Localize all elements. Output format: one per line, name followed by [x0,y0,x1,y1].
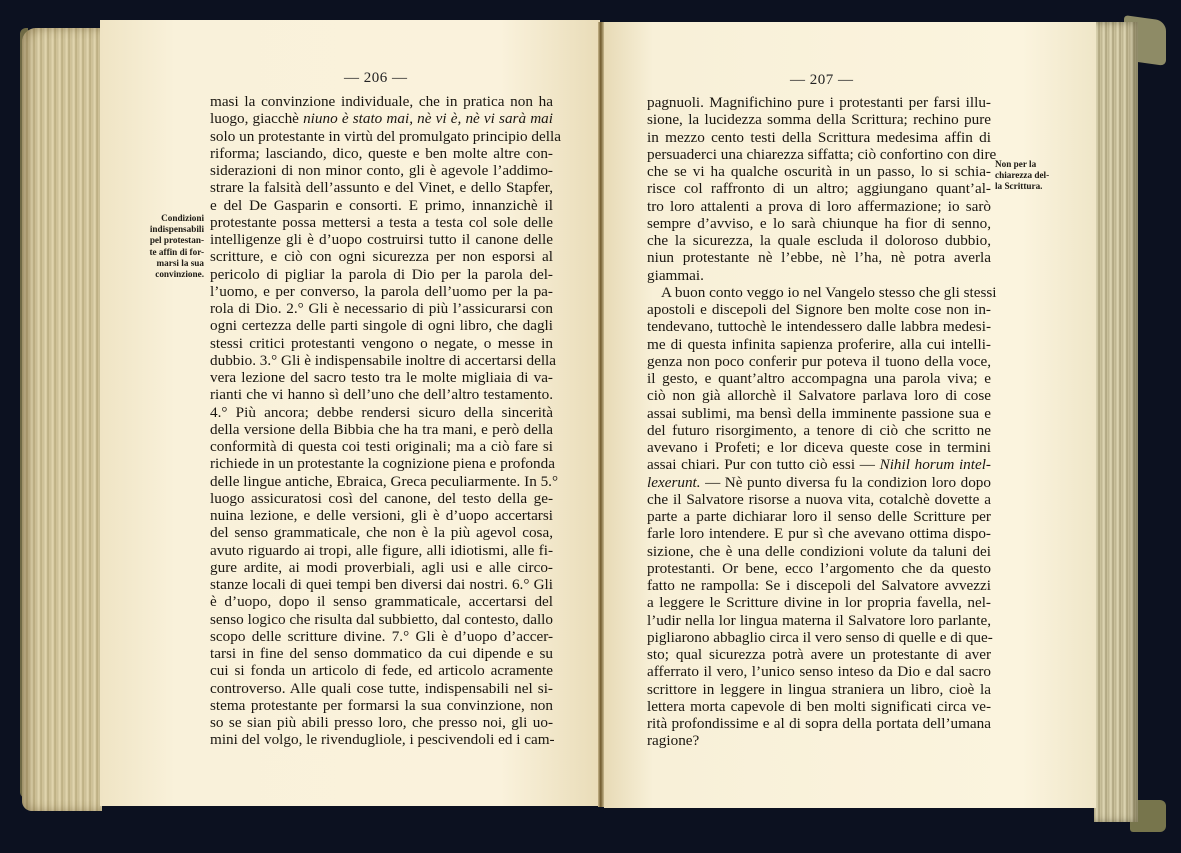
margin-note-line: te affin di for- [149,246,204,257]
text-line: in mezzo cento testi della Scrittura medesima affin di [647,128,991,146]
text-line: stessi critici protestanti vengono o negate, o messe in [210,334,553,352]
margin-note-line: la Scrittura. [995,181,1043,192]
text-line: me di questa infinita sapienza proferire, alla cui intelli- [647,335,991,353]
text-line: tarsi in fine del senso dommatico da cui dipende e su [210,645,553,662]
margin-note-left [140,213,204,280]
text-line: sempre d’avviso, e lo sarà chiunque ha fior di senno, [647,214,991,232]
text-line: strare la falsità dell’assunto e del Vinet, e dello Stapfer, [210,179,553,197]
text-line: lexerunt. — Nè punto diversa fu la condizion loro dopo [647,473,991,491]
text-line: luogo assicuratosi così del canone, del testo della ge- [210,489,553,507]
text-line: avevano i Profeti; e lor diceva queste cose in termini [647,439,991,456]
margin-note-line: indispensabili [149,224,204,235]
text-line: richiede in un protestante la cognizione piena e profonda [210,455,555,473]
text-line: rola di Dio. 2.° Gli è necessario di più l’assicurarsi con [210,300,553,317]
text-line: è d’uopo, dopo il senso grammaticale, accertarsi del [210,593,553,611]
text-line: rità profondissime e al di sopra della portata dell’umana [647,715,991,732]
text-line: pagnuoli. Magnifichino pure i protestanti per farsi illu- [647,94,991,111]
text-line: ogni certezza delle parti singole di ogni libro, che dagli [210,317,553,335]
text-line: luogo, giacchè niuno è stato mai, nè vi è, nè vi sarà mai [210,110,553,128]
text-line: intelligenze gli è d’uopo costruirsi tutto il canone delle [210,231,553,248]
text-line: delle lingue antiche, Ebraica, Greca peculiarmente. In 5.° [210,472,559,490]
page-edges-right [1094,22,1138,822]
text-line: nuina lezione, e delle versioni, gli è d’uopo accertarsi [210,507,553,524]
text-line: scritture, e ciò con ogni sicurezza per non esporsi al [210,248,553,266]
right-page [604,22,1096,808]
text-line: del futuro risorgimento, a tenore di ciò che scritto ne [647,421,991,439]
margin-note-right [995,159,1065,193]
text-line: riforma; lasciando, dico, queste e ben molte altre con- [210,144,553,162]
text-line: ragione? [647,732,700,750]
text-line: conformità di questa coi testi originali; ma a ciò fare si [210,438,553,455]
text-line: tro loro attalenti a prova di loro affermazione; io sarò [647,197,991,215]
text-line: scrittore in leggere in lingua straniera un libro, cioè la [647,680,991,698]
text-line: stema protestante per formarsi la sua convinzione, non [210,696,553,714]
text-line: solo un protestante in virtù del promulgato principio della [210,127,561,145]
text-line: tendevano, tuttochè le intendessero dalle labbra medesi- [647,318,991,336]
text-line: afferrato il vero, l’unico senso inteso da Dio e dal sacro [647,663,991,681]
text-line: avuto riguardo ai tropi, alle figure, alli idiotismi, alle fi- [210,541,553,559]
text-line: persuaderci una chiarezza siffatta; ciò confortino con dire [647,145,997,163]
text-line: farle loro intendere. E pur sì che avevano ottima dispo- [647,525,991,543]
page-number-right: — 207 — [790,72,854,88]
margin-note-line: convinzione. [155,269,204,280]
text-line: del senso grammaticale, che non è la più agevol cosa, [210,524,553,542]
left-page [100,20,600,806]
text-line: pericolo di pigliar la parola di Dio per la parola del- [210,265,553,283]
text-line: a leggere le Scritture divine in lor propria favella, nel- [647,594,991,612]
text-line: dubbio. 3.° Gli è indispensabile inoltre di accertarsi della [210,351,557,369]
text-line: A buon conto veggo io nel Vangelo stesso che gli stessi [661,283,997,301]
text-line: giammai. [647,266,704,284]
text-line: il gesto, e quant’altro accompagna una parola viva; e [647,370,991,387]
text-line: che il Salvatore risorse a nuova vita, cotalchè dovette a [647,490,991,508]
text-line: senso logico che risulta dal subbietto, dal contesto, dallo [210,610,553,628]
text-line: ciò non già allorchè il Salvatore parlava loro di cose [647,387,991,405]
margin-note-line: Non per la [995,159,1037,169]
text-line: protestanti. Or bene, ecco l’argomento che da questo [647,559,991,577]
text-line: della versione della Bibbia che ha tra mani, e però della [210,420,553,438]
text-line: masi la convinzione individuale, che in pratica non ha [210,93,553,110]
text-line: niun protestante nè l’ebbe, nè l’ha, nè potra averla [647,249,991,267]
text-line: l’uomo, e per converso, la parola dell’uomo per la pa- [210,282,553,300]
margin-note-line: chiarezza del- [995,170,1050,181]
text-line: protestante possa mettersi a testa a testa col sole delle [210,213,553,231]
text-line: gure ardite, ai modi proverbiali, agli usi e alle circo- [210,558,553,576]
text-line: controverso. Alle quali cose tutte, indispensabili nel si- [210,679,553,697]
text-line: so se sian più abili presso loro, che presso noi, gli uo- [210,714,553,731]
text-line: che la sicurezza, la quale escluda il doloroso dubbio, [647,232,991,249]
text-line: risce col raffronto di un altro; aggiungano quant’al- [647,180,991,198]
text-line: 4.° Più ancora; debbe rendersi sicuro della sincerità [210,403,553,421]
text-line: genza non poco conferir pur poteva il tuono della voce, [647,352,991,370]
right-page-text [647,94,997,750]
text-line: e del De Gasparin e consorti. E primo, innanzichè il [210,196,553,214]
text-line: siderazioni di non minor conto, gli è agevole l’addimo- [210,162,553,179]
text-line: che se vi ha qualche oscurità in un passo, lo si schia- [647,163,991,180]
page-edges-left [22,28,102,811]
text-line: lettera morta capevole di ben molti significati circa ve- [647,697,991,715]
text-line: fatto ne rampolla: Se i discepoli del Salvatore avvezzi [647,577,991,594]
text-line: sto; qual sicurezza potrà avere un protestante di aver [647,646,991,663]
text-line: scopo delle scritture divine. 7.° Gli è d’uopo d’accer- [210,627,553,645]
page-number-left: — 206 — [344,70,408,86]
margin-note-line: Condizioni [161,213,204,223]
text-line: vera lezione del sacro testo tra le molte migliaia di va- [210,369,553,386]
text-line: cui si fonda un articolo di fede, ed articolo acramente [210,662,553,680]
text-line: assai chiari. Pur con tutto ciò essi — Nihil horum intel- [647,456,991,474]
margin-note-line: pel protestan- [149,235,204,246]
text-line: assai sublimi, ma bensì della imminente passione sua e [647,404,991,422]
left-page-text [210,93,561,749]
text-line: sizione, che è una delle condizioni volute da taluni dei [647,542,991,560]
text-line: sione, la lucidezza somma della Scrittura; rechino pure [647,111,991,129]
text-line: apostoli e discepoli del Signore ben molte cose non in- [647,301,991,318]
text-line: rianti che vi hanno sì dell’uno che dell’altro testamento. [210,386,553,404]
text-line: stanze locali di quei tempi ben diversi dai nostri. 6.° Gli [210,576,553,593]
text-line: parte a parte dichiarar loro il senso delle Scritture per [647,508,991,525]
text-line: pigliarono abbaglio circa il vero senso di quelle e di que- [647,628,993,646]
text-line: mini del volgo, le rivendugliole, i pescivendoli ed i cam- [210,731,555,749]
margin-note-line: marsi la sua [156,257,204,268]
text-line: l’udir nella lor lingua materna il Salvatore loro parlante, [647,611,991,629]
